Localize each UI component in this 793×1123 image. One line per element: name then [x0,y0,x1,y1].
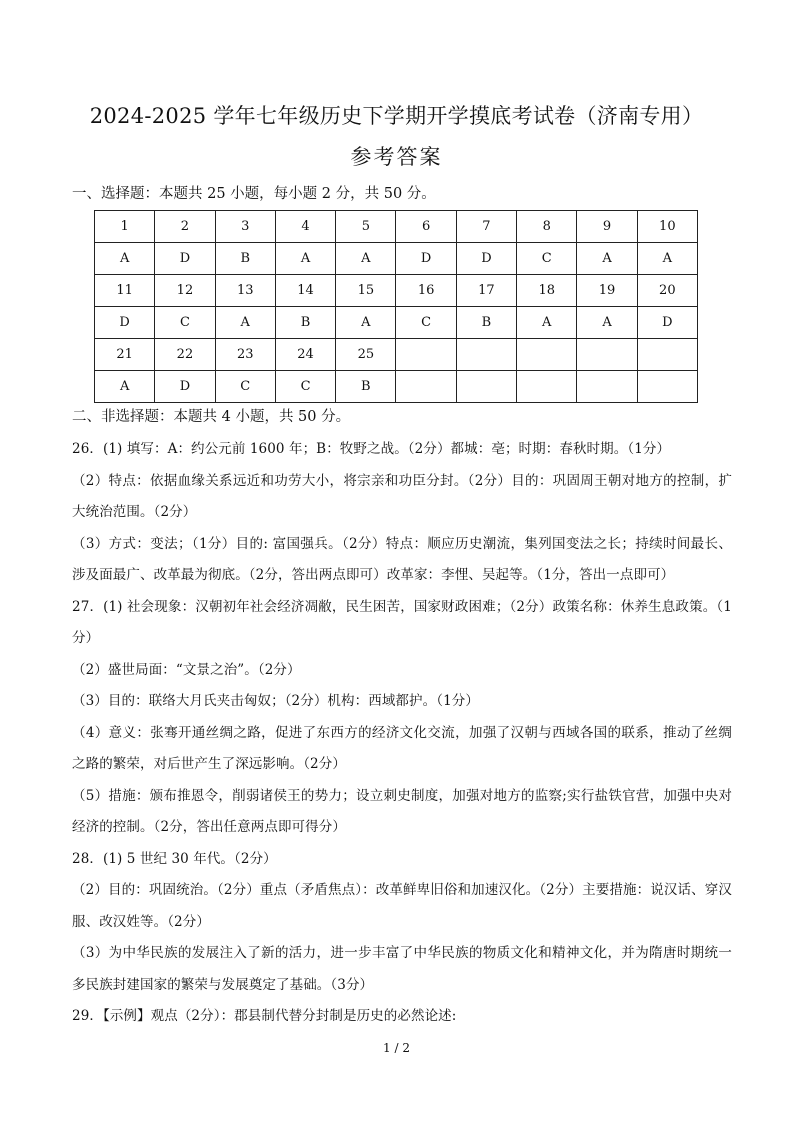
answer-table-cell: A [637,243,697,275]
answer-table-cell: A [215,307,275,339]
answer-28-1: 28．(1) 5 世纪 30 年代。（2分） [72,850,277,867]
answer-27-1: 27．(1) 社会现象：汉朝初年社会经济凋敝，民生困苦，国家财政困难；（2分）政策名称：休养生息政策。（1分） [72,598,732,646]
answer-table-row [95,275,698,307]
answer-table-cell: 5 [336,211,396,243]
answer-table-cell: 11 [95,275,155,307]
answers-body [72,434,732,1033]
answer-table-cell: 24 [275,339,335,371]
answer-table-cell: 15 [336,275,396,307]
section1-heading: 一、选择题：本题共 25 小题，每小题 2 分，共 50 分。 [72,186,436,202]
answer-table-cell [577,339,637,371]
answer-26-3: （3）方式：变法；（1分）目的: 富国强兵。（2分）特点：顺应历史潮流，集列国变法之长；持续时间最长、涉及面最广、改革最为彻底。（2分，答出两点即可）改革家：李悝、吴起等。（1分，答出一点即可） [72,535,732,583]
answer-table-cell: A [517,307,577,339]
answer-28-3: （3）为中华民族的发展注入了新的活力，进一步丰富了中华民族的物质文化和精神文化，并为隋唐时期统一多民族封建国家的繁荣与发展奠定了基础。（3分） [72,945,732,993]
answer-27-5: （5）措施：颁布推恩令，削弱诸侯王的势力；设立刺史制度，加强对地方的监察;实行盐铁官营，加强中央对经济的控制。（2分，答出任意两点即可得分） [72,787,732,835]
answer-table-cell: A [275,243,335,275]
answer-table-cell: D [396,243,456,275]
page-title: 2024-2025 学年七年级历史下学期开学摸底考试卷（济南专用） [89,104,704,128]
page-number: 1 / 2 [383,1041,410,1055]
answer-table-cell [396,371,456,403]
answer-table-cell: D [456,243,516,275]
answer-table-cell: C [155,307,215,339]
answer-table-cell: 23 [215,339,275,371]
answer-26-2: （2）特点：依据血缘关系远近和功劳大小，将宗亲和功臣分封。（2分）目的：巩固周王朝对地方的控制，扩大统治范围。（2分） [72,472,732,520]
answer-table-row [95,211,698,243]
answer-table-cell: 21 [95,339,155,371]
answer-table-cell: 19 [577,275,637,307]
answer-table-cell: 25 [336,339,396,371]
answer-table-cell: 10 [637,211,697,243]
answer-27-4: （4）意义：张骞开通丝绸之路，促进了东西方的经济文化交流，加强了汉朝与西域各国的联系，推动了丝绸之路的繁荣，对后世产生了深远影响。（2分） [72,724,732,772]
section2-heading: 二、非选择题：本题共 4 小题，共 50 分。 [72,409,351,425]
answer-table-cell: 7 [456,211,516,243]
answer-table-row [95,339,698,371]
answer-table-row [95,243,698,275]
answer-27-3: （3）目的：联络大月氏夹击匈奴；（2分）机构：西域都护。（1分） [72,693,479,709]
answer-table-cell: A [577,243,637,275]
answer-table-cell: 9 [577,211,637,243]
answer-table-cell: 18 [517,275,577,307]
answer-table-cell: A [336,307,396,339]
page-subtitle: 参考答案 [350,145,443,169]
answer-table-cell: D [637,307,697,339]
answer-table-cell: 14 [275,275,335,307]
answer-table-cell: C [517,243,577,275]
answer-table-row [95,307,698,339]
answer-table-cell [637,371,697,403]
answer-table-cell: 1 [95,211,155,243]
answer-table-cell: B [336,371,396,403]
answer-table-cell: A [336,243,396,275]
answer-table-cell: 12 [155,275,215,307]
answer-table-cell [577,371,637,403]
answer-table-cell: 4 [275,211,335,243]
answer-table-cell [456,371,516,403]
answer-27-2: （2）盛世局面：“文景之治”。（2分） [72,661,301,678]
answer-table-cell: D [155,371,215,403]
answer-table-cell: 3 [215,211,275,243]
answer-table-cell: 16 [396,275,456,307]
answer-28-2: （2）目的：巩固统治。（2分）重点（矛盾焦点）：改革鲜卑旧俗和加速汉化。（2分）主要措施：说汉话、穿汉服、改汉姓等。（2分） [72,882,732,930]
answer-table-cell: 17 [456,275,516,307]
answer-table-cell: A [95,371,155,403]
answer-table-cell: 13 [215,275,275,307]
answer-table-cell [517,339,577,371]
answer-table-cell: C [215,371,275,403]
answer-table-cell: B [275,307,335,339]
answer-table-cell: D [155,243,215,275]
answer-table-cell: C [275,371,335,403]
answer-table-cell: A [95,243,155,275]
answer-table-cell: C [396,307,456,339]
answer-table-cell [637,339,697,371]
answer-table-row [95,371,698,403]
answer-table-cell: 20 [637,275,697,307]
answer-table-cell: A [577,307,637,339]
answer-table-cell [396,339,456,371]
answer-table-cell: D [95,307,155,339]
answer-table [94,210,698,403]
answer-table-cell: 2 [155,211,215,243]
answer-table-cell: 22 [155,339,215,371]
answer-table-cell [456,339,516,371]
answer-table-cell: 6 [396,211,456,243]
answer-29: 29．【示例】观点（2分）：郡县制代替分封制是历史的必然论述: [72,1008,457,1024]
answer-table-cell: B [456,307,516,339]
answer-table-cell: B [215,243,275,275]
answer-table-cell: 8 [517,211,577,243]
answer-26-1: 26．(1) 填写：A：约公元前 1600 年；B：牧野之战。（2分）都城：亳；时期：春秋时期。（1分） [72,441,671,457]
answer-table-cell [517,371,577,403]
